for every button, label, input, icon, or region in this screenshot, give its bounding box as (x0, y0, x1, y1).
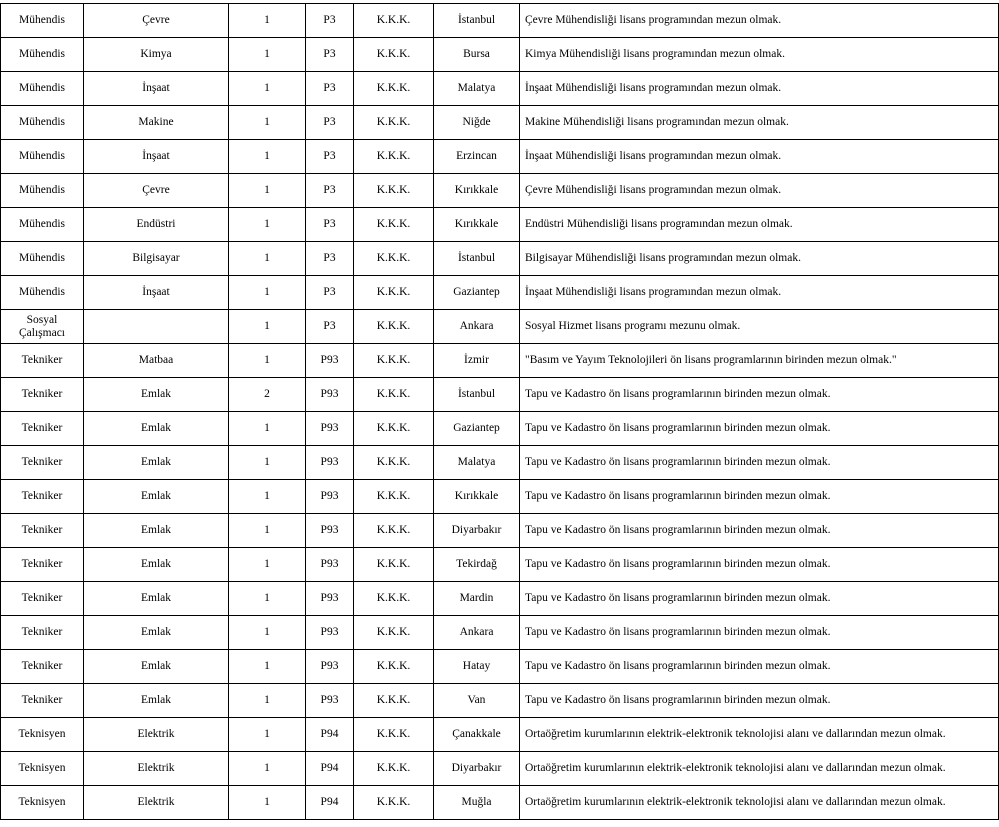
table-row (1, 786, 999, 820)
count-cell: 1 (229, 412, 306, 446)
field-cell: Emlak (84, 446, 229, 480)
score-type-cell: P93 (306, 378, 354, 412)
count-cell: 1 (229, 446, 306, 480)
table-row (1, 174, 999, 208)
score-type-cell: P3 (306, 242, 354, 276)
score-type-cell: P93 (306, 616, 354, 650)
score-type-cell: P94 (306, 752, 354, 786)
field-cell: Çevre (84, 174, 229, 208)
position-title-cell: Mühendis (1, 140, 84, 174)
position-title-cell: Mühendis (1, 38, 84, 72)
requirement-cell: Makine Mühendisliği lisans programından mezun olmak. (520, 106, 999, 140)
requirement-cell: "Basım ve Yayım Teknolojileri ön lisans programlarının birinden mezun olmak." (520, 344, 999, 378)
quota-cell: K.K.K. (354, 276, 434, 310)
count-cell: 1 (229, 650, 306, 684)
table-row (1, 650, 999, 684)
position-title-cell: Mühendis (1, 106, 84, 140)
requirement-cell: Tapu ve Kadastro ön lisans programlarının birinden mezun olmak. (520, 378, 999, 412)
requirement-cell: Çevre Mühendisliği lisans programından mezun olmak. (520, 4, 999, 38)
requirement-cell: Tapu ve Kadastro ön lisans programlarının birinden mezun olmak. (520, 684, 999, 718)
field-cell: Emlak (84, 616, 229, 650)
score-type-cell: P93 (306, 650, 354, 684)
city-cell: İzmir (434, 344, 520, 378)
count-cell: 1 (229, 752, 306, 786)
requirement-cell: İnşaat Mühendisliği lisans programından mezun olmak. (520, 72, 999, 106)
score-type-cell: P3 (306, 38, 354, 72)
count-cell: 1 (229, 344, 306, 378)
city-cell: Ankara (434, 616, 520, 650)
requirement-cell: Ortaöğretim kurumlarının elektrik-elektronik teknolojisi alanı ve dallarından mezun olmak. (520, 718, 999, 752)
table-row (1, 242, 999, 276)
field-cell: Elektrik (84, 786, 229, 820)
position-title-cell: Teknisyen (1, 752, 84, 786)
position-title-cell: Tekniker (1, 412, 84, 446)
quota-cell: K.K.K. (354, 650, 434, 684)
field-cell: Emlak (84, 412, 229, 446)
city-cell: İstanbul (434, 242, 520, 276)
requirement-cell: Tapu ve Kadastro ön lisans programlarının birinden mezun olmak. (520, 514, 999, 548)
quota-cell: K.K.K. (354, 72, 434, 106)
city-cell: İstanbul (434, 378, 520, 412)
score-type-cell: P93 (306, 412, 354, 446)
position-title-cell: Tekniker (1, 548, 84, 582)
position-title-cell: Tekniker (1, 480, 84, 514)
quota-cell: K.K.K. (354, 38, 434, 72)
requirement-cell: Tapu ve Kadastro ön lisans programlarının birinden mezun olmak. (520, 650, 999, 684)
quota-cell: K.K.K. (354, 548, 434, 582)
field-cell: İnşaat (84, 276, 229, 310)
field-cell: Makine (84, 106, 229, 140)
city-cell: Hatay (434, 650, 520, 684)
quota-cell: K.K.K. (354, 786, 434, 820)
score-type-cell: P93 (306, 344, 354, 378)
table-row (1, 208, 999, 242)
requirement-cell: Tapu ve Kadastro ön lisans programlarının birinden mezun olmak. (520, 616, 999, 650)
city-cell: Erzincan (434, 140, 520, 174)
table-row (1, 548, 999, 582)
table-row (1, 616, 999, 650)
quota-cell: K.K.K. (354, 106, 434, 140)
city-cell: Muğla (434, 786, 520, 820)
position-title-cell: Teknisyen (1, 718, 84, 752)
city-cell: Mardin (434, 582, 520, 616)
table-row (1, 480, 999, 514)
positions-table (0, 3, 999, 820)
field-cell: Matbaa (84, 344, 229, 378)
score-type-cell: P3 (306, 174, 354, 208)
city-cell: Gaziantep (434, 276, 520, 310)
field-cell: Emlak (84, 650, 229, 684)
field-cell: Emlak (84, 514, 229, 548)
table-row (1, 684, 999, 718)
requirement-cell: İnşaat Mühendisliği lisans programından mezun olmak. (520, 140, 999, 174)
quota-cell: K.K.K. (354, 480, 434, 514)
score-type-cell: P93 (306, 514, 354, 548)
quota-cell: K.K.K. (354, 718, 434, 752)
table-row (1, 514, 999, 548)
table-row (1, 276, 999, 310)
score-type-cell: P93 (306, 480, 354, 514)
field-cell: Emlak (84, 378, 229, 412)
count-cell: 1 (229, 38, 306, 72)
city-cell: Gaziantep (434, 412, 520, 446)
position-title-cell: Tekniker (1, 514, 84, 548)
position-title-cell: Sosyal Çalışmacı (1, 310, 84, 344)
count-cell: 1 (229, 174, 306, 208)
field-cell: Kimya (84, 38, 229, 72)
quota-cell: K.K.K. (354, 242, 434, 276)
score-type-cell: P94 (306, 718, 354, 752)
requirement-cell: Çevre Mühendisliği lisans programından mezun olmak. (520, 174, 999, 208)
requirement-cell: Sosyal Hizmet lisans programı mezunu olmak. (520, 310, 999, 344)
field-cell: Bilgisayar (84, 242, 229, 276)
table-row (1, 344, 999, 378)
position-title-cell: Mühendis (1, 208, 84, 242)
city-cell: Malatya (434, 72, 520, 106)
count-cell: 1 (229, 548, 306, 582)
requirement-cell: Bilgisayar Mühendisliği lisans programından mezun olmak. (520, 242, 999, 276)
position-title-cell: Tekniker (1, 378, 84, 412)
city-cell: Diyarbakır (434, 752, 520, 786)
quota-cell: K.K.K. (354, 446, 434, 480)
city-cell: Van (434, 684, 520, 718)
table-row (1, 582, 999, 616)
field-cell: Emlak (84, 582, 229, 616)
position-title-cell: Mühendis (1, 242, 84, 276)
quota-cell: K.K.K. (354, 310, 434, 344)
requirement-cell: Tapu ve Kadastro ön lisans programlarının birinden mezun olmak. (520, 446, 999, 480)
requirement-cell: Ortaöğretim kurumlarının elektrik-elektronik teknolojisi alanı ve dallarından mezun olmak. (520, 786, 999, 820)
city-cell: Niğde (434, 106, 520, 140)
quota-cell: K.K.K. (354, 378, 434, 412)
position-title-cell: Tekniker (1, 650, 84, 684)
quota-cell: K.K.K. (354, 344, 434, 378)
count-cell: 1 (229, 480, 306, 514)
field-cell: İnşaat (84, 72, 229, 106)
count-cell: 1 (229, 208, 306, 242)
positions-table-body (1, 4, 999, 820)
score-type-cell: P3 (306, 4, 354, 38)
city-cell: Bursa (434, 38, 520, 72)
count-cell: 1 (229, 582, 306, 616)
quota-cell: K.K.K. (354, 582, 434, 616)
table-row (1, 38, 999, 72)
requirement-cell: Endüstri Mühendisliği lisans programından mezun olmak. (520, 208, 999, 242)
city-cell: Kırıkkale (434, 174, 520, 208)
quota-cell: K.K.K. (354, 208, 434, 242)
count-cell: 2 (229, 378, 306, 412)
score-type-cell: P94 (306, 786, 354, 820)
requirement-cell: Tapu ve Kadastro ön lisans programlarının birinden mezun olmak. (520, 412, 999, 446)
table-row (1, 310, 999, 344)
position-title-cell: Tekniker (1, 582, 84, 616)
table-row (1, 4, 999, 38)
count-cell: 1 (229, 310, 306, 344)
score-type-cell: P3 (306, 276, 354, 310)
table-row (1, 752, 999, 786)
count-cell: 1 (229, 72, 306, 106)
position-title-cell: Mühendis (1, 174, 84, 208)
table-row (1, 378, 999, 412)
field-cell: İnşaat (84, 140, 229, 174)
score-type-cell: P93 (306, 446, 354, 480)
score-type-cell: P93 (306, 548, 354, 582)
count-cell: 1 (229, 242, 306, 276)
count-cell: 1 (229, 616, 306, 650)
score-type-cell: P93 (306, 684, 354, 718)
quota-cell: K.K.K. (354, 140, 434, 174)
position-title-cell: Tekniker (1, 446, 84, 480)
count-cell: 1 (229, 276, 306, 310)
field-cell: Elektrik (84, 752, 229, 786)
score-type-cell: P3 (306, 72, 354, 106)
requirement-cell: İnşaat Mühendisliği lisans programından mezun olmak. (520, 276, 999, 310)
count-cell: 1 (229, 786, 306, 820)
city-cell: Kırıkkale (434, 208, 520, 242)
requirement-cell: Ortaöğretim kurumlarının elektrik-elektronik teknolojisi alanı ve dallarından mezun olmak. (520, 752, 999, 786)
requirement-cell: Tapu ve Kadastro ön lisans programlarının birinden mezun olmak. (520, 480, 999, 514)
count-cell: 1 (229, 4, 306, 38)
position-title-cell: Tekniker (1, 684, 84, 718)
quota-cell: K.K.K. (354, 684, 434, 718)
field-cell: Emlak (84, 684, 229, 718)
count-cell: 1 (229, 140, 306, 174)
score-type-cell: P3 (306, 208, 354, 242)
position-title-cell: Teknisyen (1, 786, 84, 820)
position-title-cell: Tekniker (1, 616, 84, 650)
requirement-cell: Kimya Mühendisliği lisans programından mezun olmak. (520, 38, 999, 72)
table-row (1, 72, 999, 106)
count-cell: 1 (229, 514, 306, 548)
city-cell: Çanakkale (434, 718, 520, 752)
quota-cell: K.K.K. (354, 4, 434, 38)
position-title-cell: Mühendis (1, 72, 84, 106)
city-cell: Malatya (434, 446, 520, 480)
requirement-cell: Tapu ve Kadastro ön lisans programlarının birinden mezun olmak. (520, 548, 999, 582)
field-cell: Endüstri (84, 208, 229, 242)
quota-cell: K.K.K. (354, 514, 434, 548)
score-type-cell: P3 (306, 140, 354, 174)
table-row (1, 412, 999, 446)
requirement-cell: Tapu ve Kadastro ön lisans programlarının birinden mezun olmak. (520, 582, 999, 616)
score-type-cell: P3 (306, 310, 354, 344)
field-cell (84, 310, 229, 344)
count-cell: 1 (229, 106, 306, 140)
table-row (1, 446, 999, 480)
city-cell: Diyarbakır (434, 514, 520, 548)
quota-cell: K.K.K. (354, 616, 434, 650)
quota-cell: K.K.K. (354, 752, 434, 786)
city-cell: İstanbul (434, 4, 520, 38)
field-cell: Elektrik (84, 718, 229, 752)
position-title-cell: Mühendis (1, 4, 84, 38)
table-row (1, 106, 999, 140)
count-cell: 1 (229, 684, 306, 718)
field-cell: Emlak (84, 548, 229, 582)
score-type-cell: P93 (306, 582, 354, 616)
city-cell: Tekirdağ (434, 548, 520, 582)
position-title-cell: Mühendis (1, 276, 84, 310)
table-row (1, 140, 999, 174)
quota-cell: K.K.K. (354, 174, 434, 208)
field-cell: Emlak (84, 480, 229, 514)
quota-cell: K.K.K. (354, 412, 434, 446)
count-cell: 1 (229, 718, 306, 752)
table-row (1, 718, 999, 752)
field-cell: Çevre (84, 4, 229, 38)
position-title-cell: Tekniker (1, 344, 84, 378)
score-type-cell: P3 (306, 106, 354, 140)
city-cell: Ankara (434, 310, 520, 344)
city-cell: Kırıkkale (434, 480, 520, 514)
